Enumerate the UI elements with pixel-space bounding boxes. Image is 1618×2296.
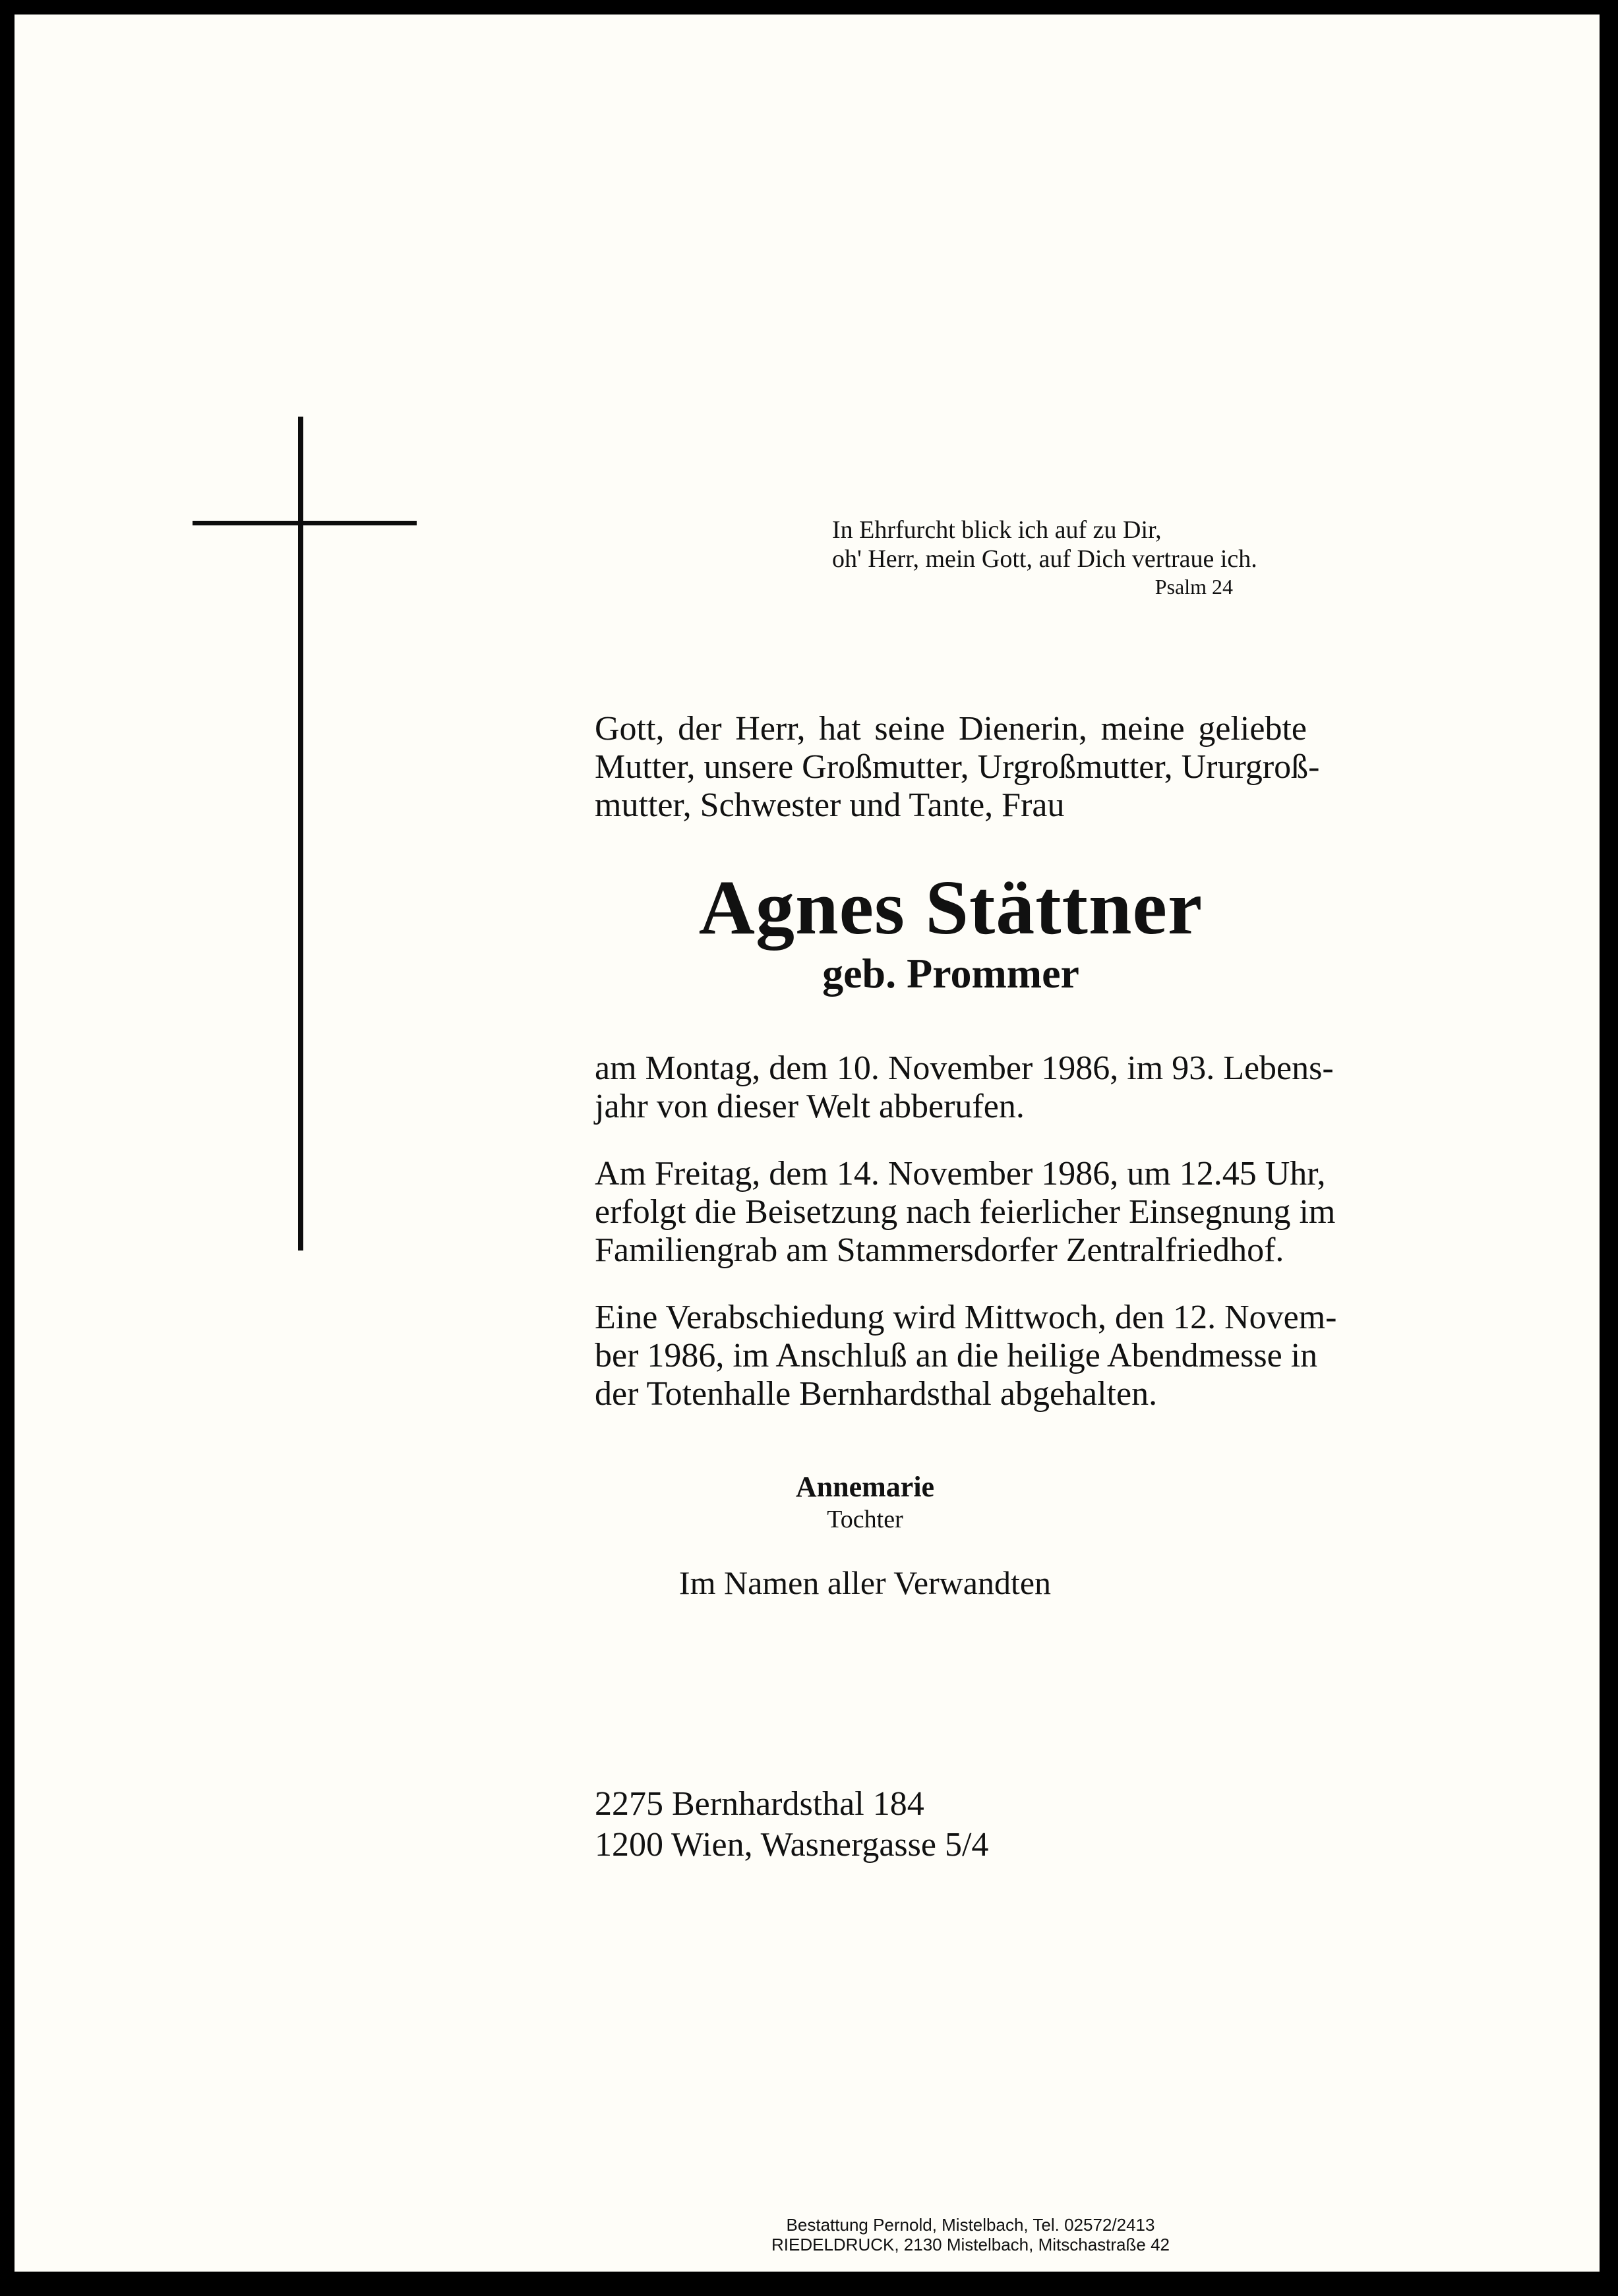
signer-role: Tochter <box>827 1506 903 1533</box>
paragraph-line: Am Freitag, dem 14. November 1986, um 12.45 Uhr, <box>595 1155 1326 1192</box>
cross-horizontal-bar <box>193 521 417 525</box>
intro-line: Mutter, unsere Großmutter, Urgroßmutter, Ururgroß- <box>595 748 1320 786</box>
printer-line-1: Bestattung Pernold, Mistelbach, Tel. 02572/2413 <box>786 2215 1155 2235</box>
address-line: 2275 Bernhardsthal 184 <box>595 1785 924 1823</box>
printer-imprint <box>674 2215 1267 2254</box>
intro-line: Gott, der Herr, hat seine Dienerin, meine geliebte <box>595 710 1307 748</box>
paragraph-line: der Totenhalle Bernhardsthal abgehalten. <box>595 1375 1158 1413</box>
deceased-name: Agnes Stättner <box>698 864 1203 951</box>
closing-line: Im Namen aller Verwandten <box>678 1564 1052 1601</box>
intro-line: mutter, Schwester und Tante, Frau <box>595 786 1065 824</box>
cross-vertical-bar <box>298 417 303 1251</box>
announcement-intro <box>595 710 1320 825</box>
farewell-paragraph <box>595 1299 1337 1413</box>
death-paragraph <box>595 1049 1334 1126</box>
paragraph-line: erfolgt die Beisetzung nach feierlicher Einsegnung im <box>595 1193 1336 1231</box>
address-line: 1200 Wien, Wasnergasse 5/4 <box>595 1826 989 1864</box>
deceased-maiden-name: geb. Prommer <box>822 950 1079 997</box>
paragraph-line: ber 1986, im Anschluß an die heilige Abendmesse in <box>595 1337 1318 1374</box>
signature-block <box>595 1470 1135 1535</box>
psalm-quote <box>832 515 1307 600</box>
paragraph-line: Familiengrab am Stammersdorfer Zentralfriedhof. <box>595 1231 1284 1269</box>
address-block <box>595 1784 1188 1866</box>
printer-line-2: RIEDELDRUCK, 2130 Mistelbach, Mitschastraße 42 <box>771 2235 1170 2254</box>
psalm-line-2: oh' Herr, mein Gott, auf Dich vertraue ich. <box>832 545 1257 573</box>
obituary-sheet <box>15 15 1600 2272</box>
signer-name: Annemarie <box>795 1471 935 1503</box>
paragraph-line: am Montag, dem 10. November 1986, im 93. Lebens- <box>595 1049 1334 1087</box>
paragraph-line: Eine Verabschiedung wird Mittwoch, den 12. Novem- <box>595 1299 1337 1336</box>
paragraph-line: jahr von dieser Welt abberufen. <box>595 1088 1025 1125</box>
psalm-reference: Psalm 24 <box>1154 575 1233 599</box>
burial-paragraph <box>595 1155 1336 1270</box>
psalm-line-1: In Ehrfurcht blick ich auf zu Dir, <box>832 516 1162 544</box>
